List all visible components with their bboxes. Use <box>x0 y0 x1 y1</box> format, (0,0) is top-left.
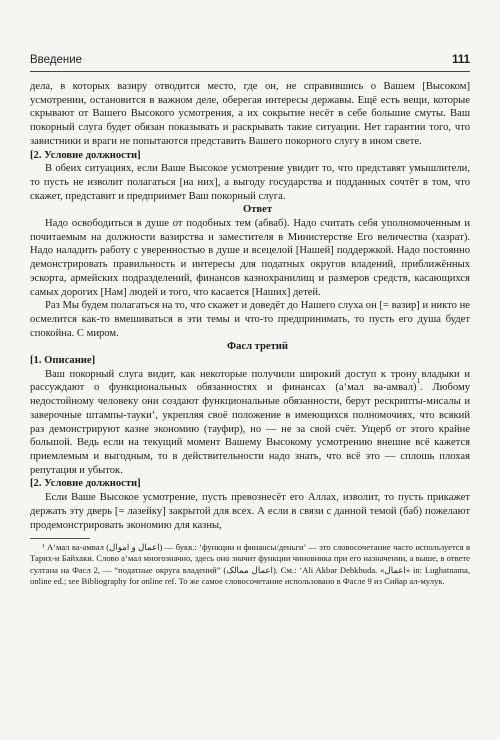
footnote-rule <box>30 538 90 539</box>
page-number: 111 <box>452 54 470 66</box>
paragraph-part: Ваш покорный слуга видит, как некоторые получили широкий доступ к трону владыки и рассуждают о функциональных обязанностях и финансах (а‘мал ва-амвал) <box>30 368 470 394</box>
paragraph: Надо освободиться в душе от подобных тем (абваб). Надо считать себя уполномоченным и почитаемым на должности вазирства и заместителя в Министерстве Его величества (хазрат). Надо наладить работу с уверенностью в душе и всецелой [Нашей] поддержкой. Надо постоянно демонстрировать правильность и интересы для податных округов владений, приближённых эскорта, армейских подразделений, финансов казнохранилищ и размеров средств, касающихся самых дорогих [Нам] людей и того, что касается [Наших] детей. <box>30 218 470 298</box>
paragraph: Если Ваше Высокое усмотрение, пусть превознесёт его Аллах, изволит, то пусть прикажет держать эту дверь [= лазейку] закрытой для всех. А если в связи с данной темой (баб) пожелают продемонстрировать экономию для казны, <box>30 492 470 531</box>
footnote-marker: 1 <box>416 377 421 386</box>
section-heading: [2. Условие должности] <box>30 149 141 161</box>
paragraph <box>30 368 470 478</box>
chapter-title: Введение <box>30 54 83 66</box>
running-header <box>30 54 470 70</box>
section-heading: [1. Описание] <box>30 355 96 367</box>
paragraph: В обеих ситуациях, если Ваше Высокое усмотрение увидит то, что представят умышлители, то пусть не изволит полагаться [на них], а выгоду государства и подданных сочтёт в том, что скажет, представит и предприимет Ваш покорный слуга. <box>30 163 470 202</box>
header-rule <box>30 71 470 72</box>
centered-heading: Ответ <box>242 204 273 216</box>
paragraph: Раз Мы будем полагаться на то, что скажет и доведёт до Нашего слуха он [= вазир] и никто не осмелится как-то вмешиваться в эти темы и что-то предпринимать, то пусть его душа будет спокойна. С миром. <box>30 300 470 339</box>
paragraph-part: . Любому недостойному человеку они создают функциональные обязанности, берут рескрипты-мисалы и заверочные штампы-тауки‘, укрепляя своё положение в имеющихся полномочиях, что всякий раз демонстрируют казне экономию (тауфир), но — не за свой счёт. Ущерб от этого крайне большой. Ведь если на текущий момент Вашему Высокому усмотрению внешне всё кажется приемлемым и выгодным, то в действительности надо знать, что всё это — сплошь плохая репутация и убыток. <box>30 382 470 476</box>
footnote: ¹ А‘мал ва-амвал (اعمال و اموال) — букв.: ‘функции и финансы/деньги’ — это словосочетание часто используется в Тарих-и Байхаки. Слово а‘мал многозначно, здесь оно значит функции чиновника при его назначении, а выше, в ответе султана на Фасл 2, — “податные округа владений” (اعمال ممالک). См.: ‘Ali Akbar Dehkhuda. «اعمال» in: Lughatnama, online ed.; see Bibliography for online ref. То же самое словосочетание использовано в Фасле 9 из Сийар ал-мулук. <box>30 542 470 586</box>
page-body <box>30 80 470 587</box>
centered-heading: Фасл третий <box>226 341 289 353</box>
section-heading: [2. Условие должности] <box>30 478 141 490</box>
paragraph: дела, в которых вазиру отводится место, где он, не справившись о Вашем [Высоком] усмотрении, остановится в важном деле, оберегая интересы державы. Ещё есть вещи, которые скрывают от Вашего Высокого усмотрения, а их сокрытие несёт в себе большие смуты. Ваш покорный слуга будет обязан показывать и раскрывать такие ситуации. Нет гарантии того, что завистники и враги не попытаются представить Вашего покорного слугу в ином свете. <box>30 81 470 147</box>
